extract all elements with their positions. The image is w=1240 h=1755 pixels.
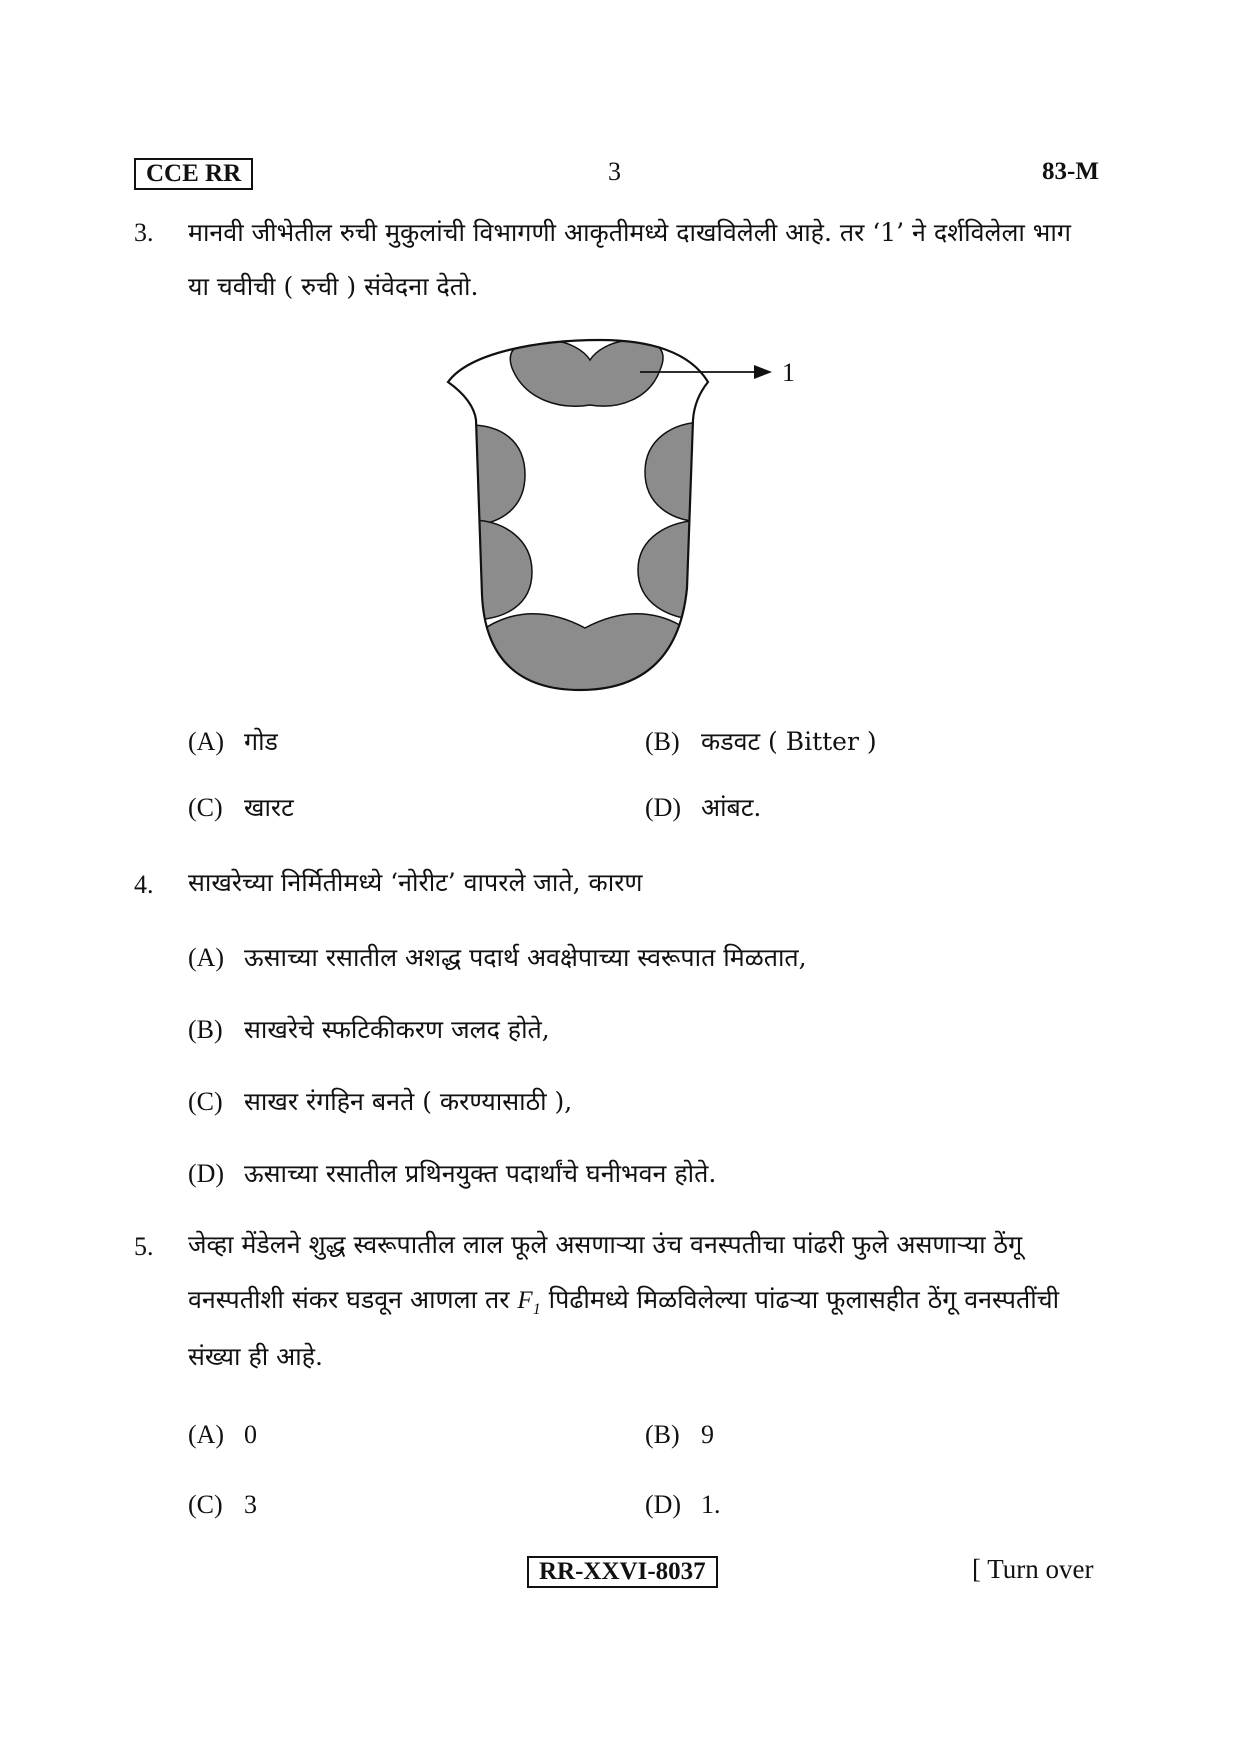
figure-label-1: 1 xyxy=(782,358,795,387)
option-letter: (A) xyxy=(188,727,225,756)
f-subscript: 1 xyxy=(532,1301,541,1318)
option-letter: (A) xyxy=(188,1420,225,1449)
question-text-line-1: जेव्हा मेंडेलने शुद्ध स्वरूपातील लाल फूले असणाऱ्या उंच वनस्पतीचा पांढरी फुले असणाऱ्या ठेंगू xyxy=(188,1230,1023,1259)
taste-region-right-lower xyxy=(638,520,705,620)
f-letter: F xyxy=(517,1287,533,1314)
option-b[interactable] xyxy=(188,1012,550,1046)
question-text-line-2 xyxy=(188,1283,1059,1327)
option-text: ऊसाच्या रसातील प्रथिनयुक्त पदार्थांचे घनीभवन होते. xyxy=(244,1159,717,1188)
line-2-part-b: पिढीमध्ये मिळविलेल्या पांढऱ्या फूलासहीत ठेंगू वनस्पतींची xyxy=(548,1285,1060,1314)
header-code-box: CCE RR xyxy=(134,158,253,190)
tongue-taste-map-figure xyxy=(420,330,820,700)
question-text-line-1: साखरेच्या निर्मितीमध्ये ‘नोरीट’ वापरले जाते, कारण xyxy=(188,868,643,897)
option-text: 0 xyxy=(244,1420,257,1449)
option-text: 1. xyxy=(701,1490,721,1519)
option-text: कडवट ( Bitter ) xyxy=(701,727,877,756)
taste-region-right-upper xyxy=(645,422,705,522)
option-letter: (B) xyxy=(645,727,680,756)
option-letter: (A) xyxy=(188,943,225,972)
option-text: साखरेचे स्फटिकीकरण जलद होते, xyxy=(244,1015,550,1044)
option-letter: (D) xyxy=(645,1490,682,1519)
option-c[interactable] xyxy=(188,1490,257,1520)
option-c[interactable] xyxy=(188,1084,572,1118)
label-arrow-head xyxy=(754,365,772,379)
option-letter: (B) xyxy=(188,1015,223,1044)
option-a[interactable] xyxy=(188,724,278,758)
option-d[interactable] xyxy=(645,790,761,824)
question-text-line-1: मानवी जीभेतील रुची मुकुलांची विभागणी आकृतीमध्ये दाखविलेली आहे. तर ‘1’ ने दर्शविलेला भाग xyxy=(188,218,1071,247)
taste-region-1-tip xyxy=(510,340,663,406)
turn-over-text: [ Turn over xyxy=(972,1554,1094,1584)
question-text-line-2: या चवीची ( रुची ) संवेदना देतो. xyxy=(188,272,479,301)
option-letter: (D) xyxy=(645,793,682,822)
question-number: 4. xyxy=(134,870,154,899)
option-text: आंबट. xyxy=(701,793,762,822)
option-text: खारट xyxy=(244,793,294,822)
question-number: 5. xyxy=(134,1232,154,1261)
question-number: 3. xyxy=(134,218,154,247)
line-2-part-a: वनस्पतीशी संकर घडवून आणला तर xyxy=(188,1285,510,1314)
option-d[interactable] xyxy=(188,1156,716,1190)
option-text: 9 xyxy=(701,1420,714,1449)
footer-code-box: RR-XXVI-8037 xyxy=(527,1556,718,1588)
option-d[interactable] xyxy=(645,1490,721,1520)
option-b[interactable] xyxy=(645,724,877,758)
option-a[interactable] xyxy=(188,940,807,974)
option-letter: (D) xyxy=(188,1159,225,1188)
option-text: साखर रंगहिन बनते ( करण्यासाठी ), xyxy=(244,1087,573,1116)
f1-generation-symbol xyxy=(517,1287,541,1318)
paper-code: 83-M xyxy=(1042,158,1099,185)
option-text: गोड xyxy=(244,727,278,756)
question-text-line-3: संख्या ही आहे. xyxy=(188,1342,323,1371)
option-letter: (C) xyxy=(188,1087,223,1116)
option-letter: (C) xyxy=(188,1490,223,1519)
option-c[interactable] xyxy=(188,790,294,824)
taste-region-back xyxy=(470,614,700,700)
option-text: 3 xyxy=(244,1490,257,1519)
option-a[interactable] xyxy=(188,1420,257,1450)
option-b[interactable] xyxy=(645,1420,714,1450)
option-text: ऊसाच्या रसातील अशद्ध पदार्थ अवक्षेपाच्या स्वरूपात मिळतात, xyxy=(244,943,807,972)
option-letter: (C) xyxy=(188,793,223,822)
option-letter: (B) xyxy=(645,1420,680,1449)
page-number: 3 xyxy=(608,157,621,186)
